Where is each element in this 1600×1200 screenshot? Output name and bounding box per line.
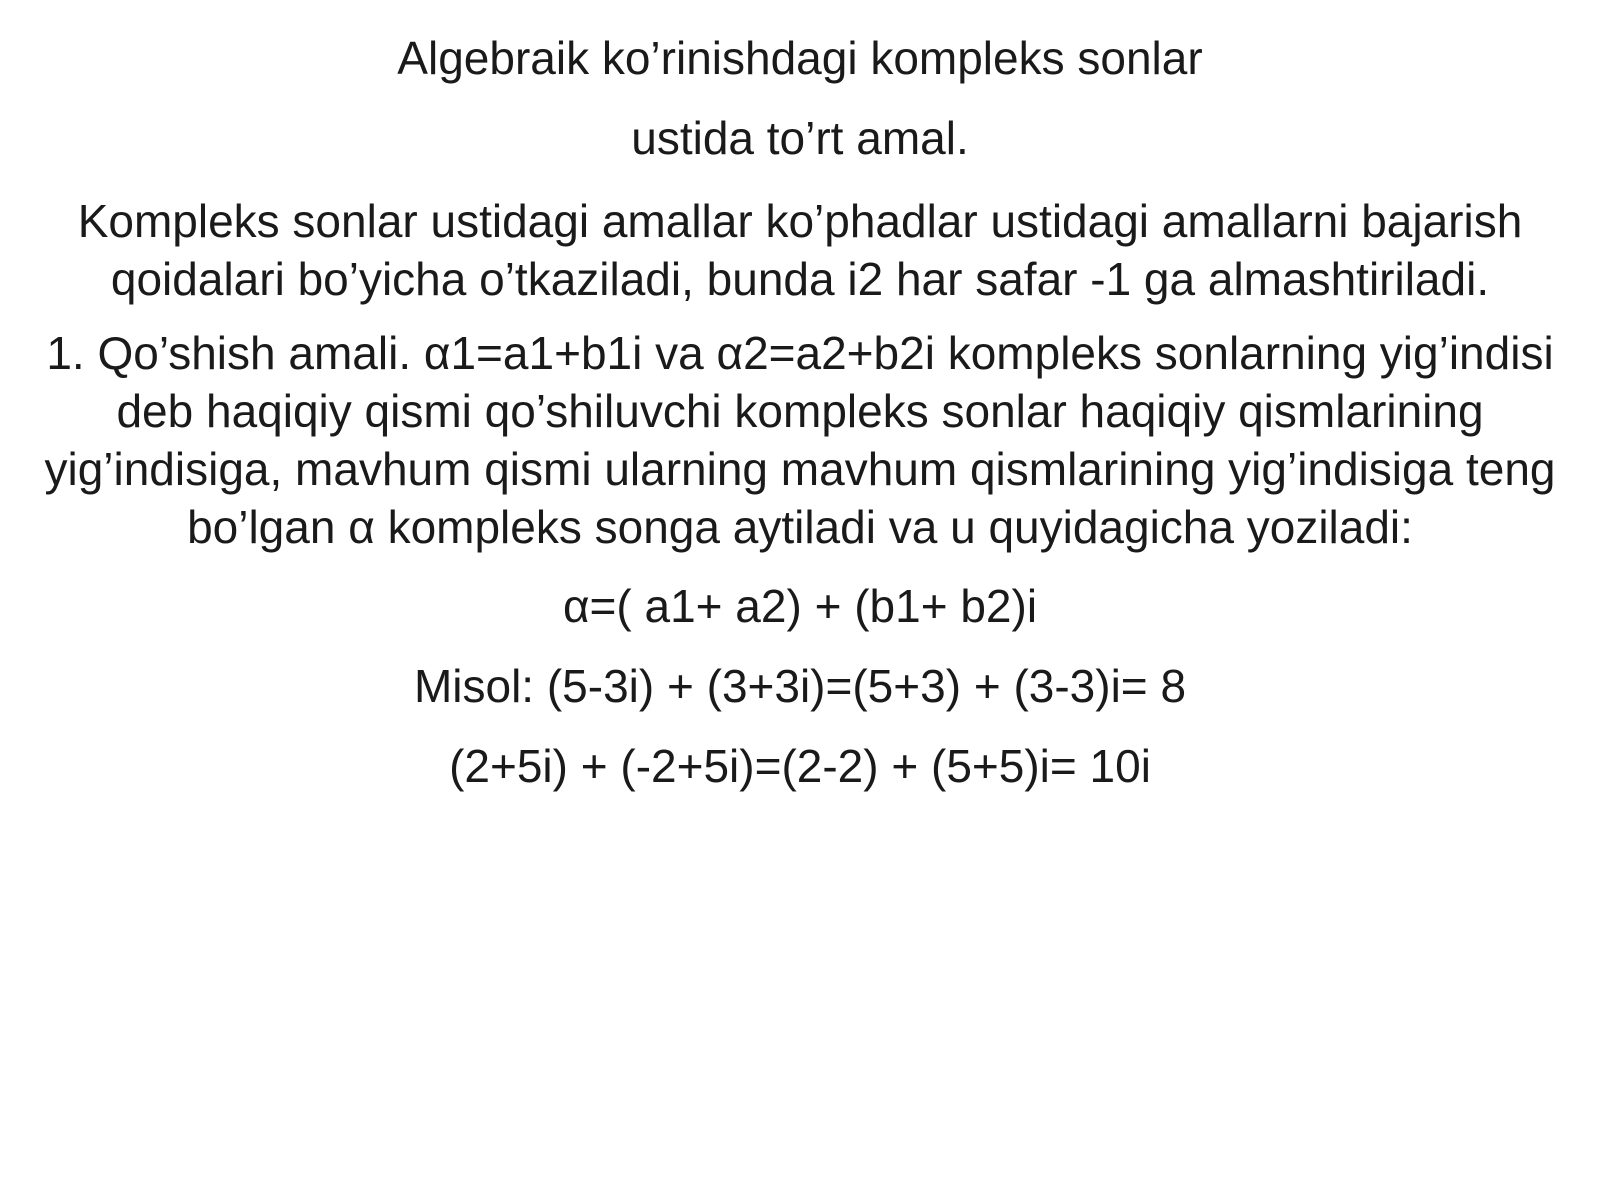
slide-title-line-2: ustida to’rt amal. — [631, 112, 969, 164]
addition-definition-paragraph: 1. Qo’shish amali. α1=a1+b1i va α2=a2+b2i kompleks sonlarning yig’indisi deb haqiqiy qismi qo’shiluvchi kompleks sonlar haqiqiy qismlarining yig’indisiga, mavhum qismi ularning mavhum qismlarining yig’indisiga teng bo’lgan α kompleks songa aytiladi va u quyidagicha yoziladi: — [44, 327, 1556, 553]
intro-paragraph: Kompleks sonlar ustidagi amallar ko’phadlar ustidagi amallarni bajarish qoidalari bo’yicha o’tkaziladi, bunda i2 har safar -1 ga almashtiriladi. — [77, 195, 1523, 305]
slide-title-line-1: Algebraik ko’rinishdagi kompleks sonlar — [397, 32, 1203, 84]
addition-formula: α=( a1+ a2) + (b1+ b2)i — [562, 580, 1038, 632]
example-line-2: (2+5i) + (-2+5i)=(2-2) + (5+5)i= 10i — [449, 740, 1151, 792]
example-line-1: Misol: (5-3i) + (3+3i)=(5+3) + (3-3)i= 8 — [413, 660, 1187, 712]
